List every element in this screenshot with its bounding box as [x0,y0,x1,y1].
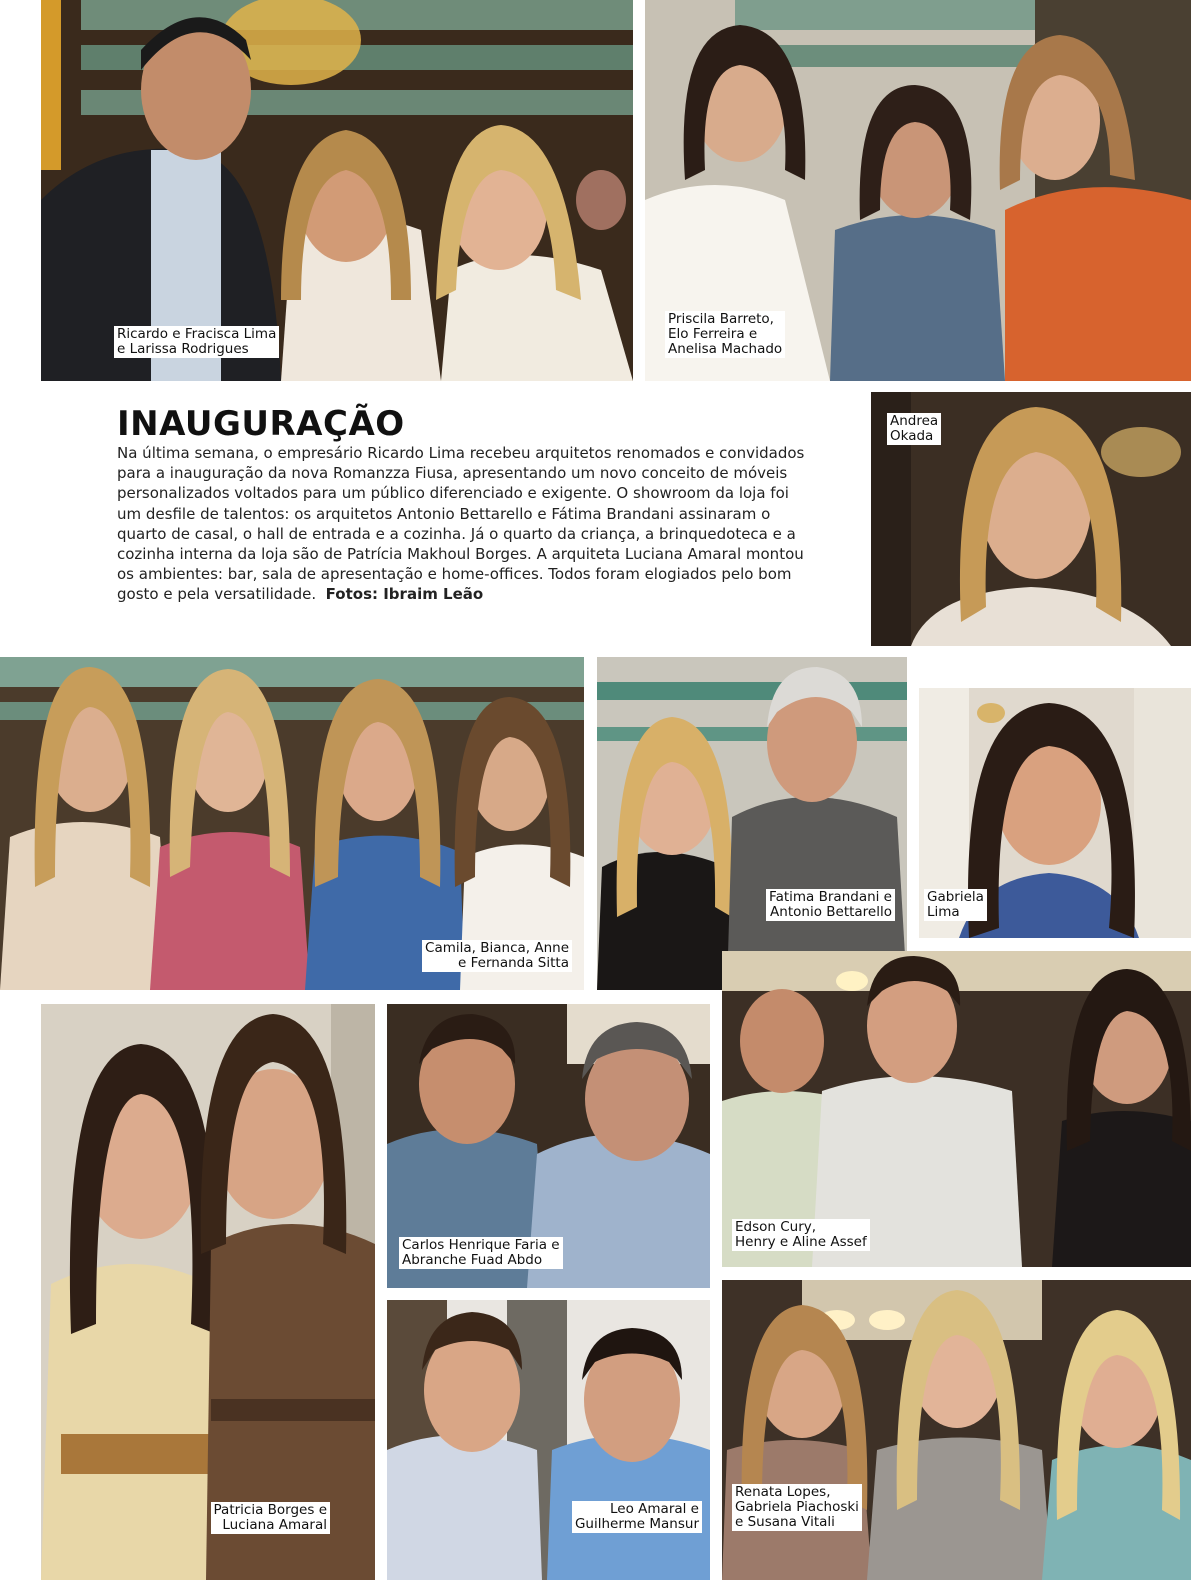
caption-line: e Larissa Rodrigues [117,341,249,357]
photo-gabriela-lima [919,688,1191,938]
couple-photo-image [597,657,907,990]
caption-line: Patricia Borges e [213,1502,327,1518]
photo-caption [572,1501,702,1533]
caption-line: e Fernanda Sitta [458,955,569,971]
couple-photo-image [41,1004,375,1580]
photo-renata-gabriela-susana [722,1280,1191,1580]
photo-caption [766,889,895,921]
photo-caption [399,1237,563,1269]
caption-line: Camila, Bianca, Anne [425,940,569,956]
caption-line: Okada [890,428,934,444]
caption-line: Henry e Aline Assef [735,1234,867,1250]
photo-patricia-luciana [41,1004,375,1580]
caption-line: Leo Amaral e [610,1501,699,1517]
caption-line: Renata Lopes, [735,1484,831,1500]
photo-carlos-abranche [387,1004,710,1288]
group-photo-image [722,1280,1191,1580]
caption-line: Anelisa Machado [668,341,783,357]
caption-line: Guilherme Mansur [574,1516,699,1532]
caption-line: Andrea [890,413,939,429]
caption-line: Edson Cury, [735,1219,817,1235]
caption-line: Gabriela [927,889,984,905]
caption-line: Luciana Amaral [222,1517,327,1533]
group-photo-image [41,0,633,381]
caption-line: Priscila Barreto, [668,311,774,327]
caption-line: Abranche Fuad Abdo [402,1252,543,1268]
caption-line: Antonio Bettarello [770,904,892,920]
photo-ricardo-fracisca-larissa [41,0,633,381]
photo-credit: Fotos: Ibraim Leão [325,585,484,604]
photo-leo-guilherme [387,1300,710,1580]
caption-line: Ricardo e Fracisca Lima [117,326,277,342]
caption-line: Elo Ferreira e [668,326,758,342]
caption-line: e Susana Vitali [735,1514,835,1530]
article-text: Na última semana, o empresário Ricardo Lima recebeu arquitetos renomados e convidados para a inauguração da nova Romanzza Fiusa, apresentando um novo conceito de móveis personalizados voltados para um público diferenciado e exigente. O showroom da loja foi um desfile de talentos: os arquitetos Antonio Bettarello e Fátima Brandani assinaram o quarto de casal, o hall de entrada e a cozinha. Já o quarto da criança, a brinquedoteca e a cozinha interna da loja são de Patrícia Makhoul Borges. A arquiteta Luciana Amaral montou os ambientes: bar, sala de apresentação e home-offices. Todos foram elogiados pelo bom gosto e pela versatilidade. [117,444,805,604]
photo-caption [732,1484,862,1531]
photo-camila-bianca-anne-fernanda [0,657,584,990]
caption-line: Fatima Brandani e [769,889,892,905]
caption-line: Lima [927,904,960,920]
photo-caption [211,1502,330,1534]
caption-line: Gabriela Piachoski [735,1499,859,1515]
photo-priscila-elo-anelisa [645,0,1191,381]
photo-caption [422,940,572,972]
caption-line: Carlos Henrique Faria e [402,1237,560,1253]
article-block [117,405,807,605]
couple-photo-image [387,1300,710,1580]
photo-andrea-okada [871,392,1191,646]
photo-caption [924,889,987,921]
photo-caption [665,311,785,358]
photo-fatima-antonio [597,657,907,990]
article-title: INAUGURAÇÃO [117,404,405,444]
photo-edson-henry-aline [722,951,1191,1267]
photo-caption [887,413,941,445]
photo-caption [732,1219,870,1251]
photo-caption [114,326,279,358]
article-body [117,443,807,605]
